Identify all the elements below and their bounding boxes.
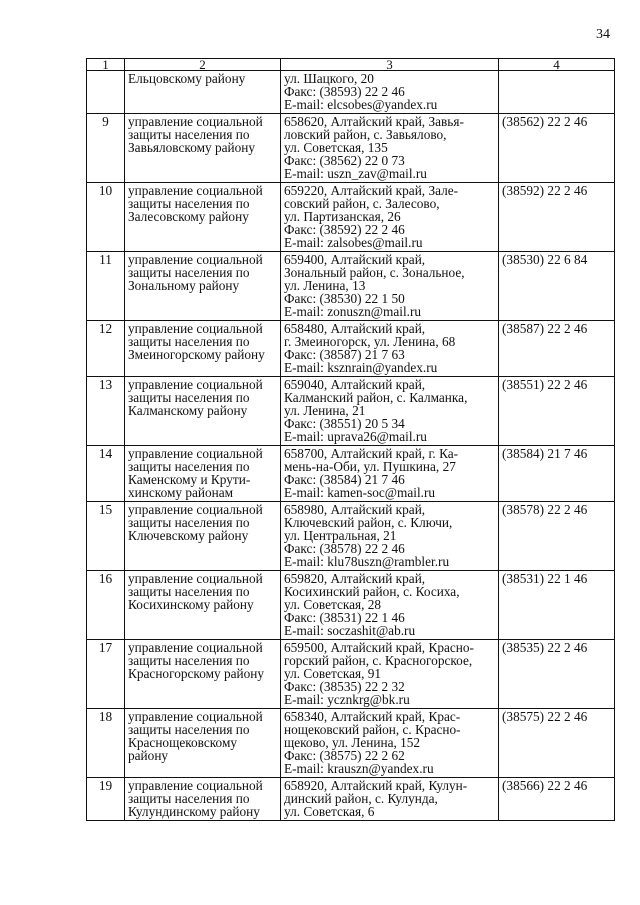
row-number: 9	[87, 114, 125, 183]
address-line: 659400, Алтайский край,	[284, 252, 426, 267]
address-line: ул. Партизанская, 26	[284, 209, 401, 224]
address-line: Факс: (38551) 20 5 34	[284, 416, 405, 431]
organization-name-line: защиты населения по	[128, 334, 250, 349]
address-line: ул. Советская, 135	[284, 140, 388, 155]
table-row	[87, 114, 615, 183]
address-cell	[281, 709, 499, 778]
row-number: 16	[87, 571, 125, 640]
address-line: E-mail: soczashit@ab.ru	[284, 623, 416, 638]
organization-name-line: управление социальной	[128, 709, 263, 724]
address-cell	[281, 571, 499, 640]
address-line: 658620, Алтайский край, Завья-	[284, 114, 464, 129]
address-line: Факс: (38562) 22 0 73	[284, 153, 405, 168]
address-line: E-mail: ycznkrg@bk.ru	[284, 692, 410, 707]
table-header-row	[87, 59, 615, 71]
organization-name-cell	[125, 377, 281, 446]
address-cell	[281, 502, 499, 571]
organization-name-line: защиты населения по	[128, 515, 250, 530]
address-cell	[281, 252, 499, 321]
address-cell	[281, 183, 499, 252]
row-number: 10	[87, 183, 125, 252]
address-line: г. Змеиногорск, ул. Ленина, 68	[284, 334, 456, 349]
organization-name-cell	[125, 71, 281, 114]
address-line: горский район, с. Красногорское,	[284, 653, 473, 668]
address-line: Косихинский район, с. Косиха,	[284, 584, 460, 599]
address-line: Факс: (38530) 22 1 50	[284, 291, 405, 306]
address-line: ловский район, с. Завьялово,	[284, 127, 447, 142]
row-number: 17	[87, 640, 125, 709]
phone-cell: (38578) 22 2 46	[499, 502, 615, 571]
organization-name-line: защиты населения по	[128, 653, 250, 668]
table-row	[87, 709, 615, 778]
address-line: 659820, Алтайский край,	[284, 571, 426, 586]
address-line: Факс: (38575) 22 2 62	[284, 748, 405, 763]
organization-name-cell	[125, 571, 281, 640]
organization-name-line: Зональному району	[128, 278, 240, 293]
organization-name-line: Краснощековскому	[128, 735, 238, 750]
organization-name-line: защиты населения по	[128, 196, 250, 211]
organization-name-line: району	[128, 748, 169, 763]
organization-name-line: Ключевскому району	[128, 528, 249, 543]
address-line: ул. Ленина, 21	[284, 403, 366, 418]
row-number: 12	[87, 321, 125, 377]
organization-name-line: управление социальной	[128, 377, 263, 392]
organization-name-line: Кулундинскому району	[128, 804, 260, 819]
phone-cell: (38584) 21 7 46	[499, 446, 615, 502]
table-row	[87, 252, 615, 321]
phone-cell: (38592) 22 2 46	[499, 183, 615, 252]
organization-name-line: защиты населения по	[128, 265, 250, 280]
address-line: E-mail: klu78uszn@rambler.ru	[284, 554, 450, 569]
phone-cell: (38575) 22 2 46	[499, 709, 615, 778]
organization-name-line: управление социальной	[128, 183, 263, 198]
address-line: 658920, Алтайский край, Кулун-	[284, 778, 468, 793]
page-number: 34	[596, 27, 610, 42]
organization-name-line: Каменскому и Крути-	[128, 472, 251, 487]
organization-name-line: защиты населения по	[128, 127, 250, 142]
address-line: динский район, с. Кулунда,	[284, 791, 438, 806]
address-line: E-mail: zalsobes@mail.ru	[284, 235, 423, 250]
address-line: 659500, Алтайский край, Красно-	[284, 640, 474, 655]
address-cell	[281, 446, 499, 502]
organization-name-line: Красногорскому району	[128, 666, 265, 681]
address-line: Факс: (38578) 22 2 46	[284, 541, 405, 556]
address-line: Калманский район, с. Калманка,	[284, 390, 468, 405]
table-row	[87, 640, 615, 709]
address-line: E-mail: zonuszn@mail.ru	[284, 304, 422, 319]
address-line: E-mail: uszn_zav@mail.ru	[284, 166, 427, 181]
address-line: Ключевский район, с. Ключи,	[284, 515, 453, 530]
phone-cell: (38531) 22 1 46	[499, 571, 615, 640]
organization-name-line: Калманскому району	[128, 403, 248, 418]
column-header: 4	[499, 59, 615, 71]
address-line: ул. Ленина, 13	[284, 278, 366, 293]
row-number: 14	[87, 446, 125, 502]
address-line: Факс: (38593) 22 2 46	[284, 84, 405, 99]
address-line: E-mail: krauszn@yandex.ru	[284, 761, 434, 776]
address-line: мень-на-Оби, ул. Пушкина, 27	[284, 459, 456, 474]
phone-cell: (38530) 22 6 84	[499, 252, 615, 321]
address-line: ул. Центральная, 21	[284, 528, 397, 543]
organization-name-cell	[125, 321, 281, 377]
row-number: 18	[87, 709, 125, 778]
organization-name-cell	[125, 502, 281, 571]
row-number: 11	[87, 252, 125, 321]
organization-name-cell	[125, 778, 281, 821]
organization-name-line: управление социальной	[128, 778, 263, 793]
organization-name-line: защиты населения по	[128, 791, 250, 806]
organization-name-cell	[125, 114, 281, 183]
row-number: 19	[87, 778, 125, 821]
table-row	[87, 502, 615, 571]
table-row	[87, 71, 615, 114]
address-cell	[281, 71, 499, 114]
address-line: ул. Советская, 91	[284, 666, 382, 681]
address-line: E-mail: elcsobes@yandex.ru	[284, 97, 438, 112]
organization-name-line: управление социальной	[128, 640, 263, 655]
address-line: Факс: (38587) 21 7 63	[284, 347, 405, 362]
table-row	[87, 321, 615, 377]
organization-name-line: управление социальной	[128, 502, 263, 517]
organization-name-cell	[125, 446, 281, 502]
organization-name-line: хинскому районам	[128, 485, 234, 500]
organization-name-line: защиты населения по	[128, 390, 250, 405]
organization-name-line: Залесовскому району	[128, 209, 249, 224]
organization-name-line: Змеиногорскому району	[128, 347, 265, 362]
address-line: Факс: (38592) 22 2 46	[284, 222, 405, 237]
organization-name-line: Завьяловскому району	[128, 140, 256, 155]
organization-name-cell	[125, 252, 281, 321]
address-cell	[281, 778, 499, 821]
address-line: ул. Шацкого, 20	[284, 71, 374, 86]
address-line: E-mail: ksznrain@yandex.ru	[284, 360, 438, 375]
address-cell	[281, 377, 499, 446]
address-line: 658480, Алтайский край,	[284, 321, 426, 336]
contacts-table	[86, 58, 615, 821]
address-line: 658980, Алтайский край,	[284, 502, 426, 517]
organization-name-line: защиты населения по	[128, 722, 250, 737]
address-line: 658700, Алтайский край, г. Ка-	[284, 446, 459, 461]
organization-name-cell	[125, 640, 281, 709]
organization-name-line: управление социальной	[128, 114, 263, 129]
row-number	[87, 71, 125, 114]
address-line: нощековский район, с. Красно-	[284, 722, 461, 737]
row-number: 15	[87, 502, 125, 571]
column-header: 2	[125, 59, 281, 71]
organization-name-line: Ельцовскому району	[128, 71, 246, 86]
address-line: 659040, Алтайский край,	[284, 377, 426, 392]
address-line: ул. Советская, 28	[284, 597, 382, 612]
column-header: 3	[281, 59, 499, 71]
phone-cell: (38566) 22 2 46	[499, 778, 615, 821]
address-line: щеково, ул. Ленина, 152	[284, 735, 421, 750]
table-row	[87, 446, 615, 502]
phone-cell: (38535) 22 2 46	[499, 640, 615, 709]
column-header: 1	[87, 59, 125, 71]
organization-name-line: защиты населения по	[128, 584, 250, 599]
organization-name-cell	[125, 183, 281, 252]
address-line: Факс: (38531) 22 1 46	[284, 610, 405, 625]
row-number: 13	[87, 377, 125, 446]
address-line: E-mail: uprava26@mail.ru	[284, 429, 427, 444]
organization-name-line: Косихинскому району	[128, 597, 254, 612]
phone-cell: (38551) 22 2 46	[499, 377, 615, 446]
address-line: совский район, с. Залесово,	[284, 196, 440, 211]
organization-name-line: управление социальной	[128, 321, 263, 336]
address-line: ул. Советская, 6	[284, 804, 375, 819]
address-line: E-mail: kamen-soc@mail.ru	[284, 485, 436, 500]
organization-name-line: защиты населения по	[128, 459, 250, 474]
table-row	[87, 571, 615, 640]
table-row	[87, 183, 615, 252]
address-cell	[281, 321, 499, 377]
phone-cell: (38562) 22 2 46	[499, 114, 615, 183]
address-cell	[281, 640, 499, 709]
address-line: Факс: (38535) 22 2 32	[284, 679, 405, 694]
table-row	[87, 778, 615, 821]
address-line: Зональный район, с. Зональное,	[284, 265, 465, 280]
organization-name-line: управление социальной	[128, 252, 263, 267]
organization-name-line: управление социальной	[128, 571, 263, 586]
address-line: Факс: (38584) 21 7 46	[284, 472, 405, 487]
table-body	[87, 71, 615, 821]
address-cell	[281, 114, 499, 183]
organization-name-line: управление социальной	[128, 446, 263, 461]
address-line: 659220, Алтайский край, Зале-	[284, 183, 459, 198]
organization-name-cell	[125, 709, 281, 778]
table-row	[87, 377, 615, 446]
address-line: 658340, Алтайский край, Крас-	[284, 709, 461, 724]
phone-cell: (38587) 22 2 46	[499, 321, 615, 377]
phone-cell	[499, 71, 615, 114]
